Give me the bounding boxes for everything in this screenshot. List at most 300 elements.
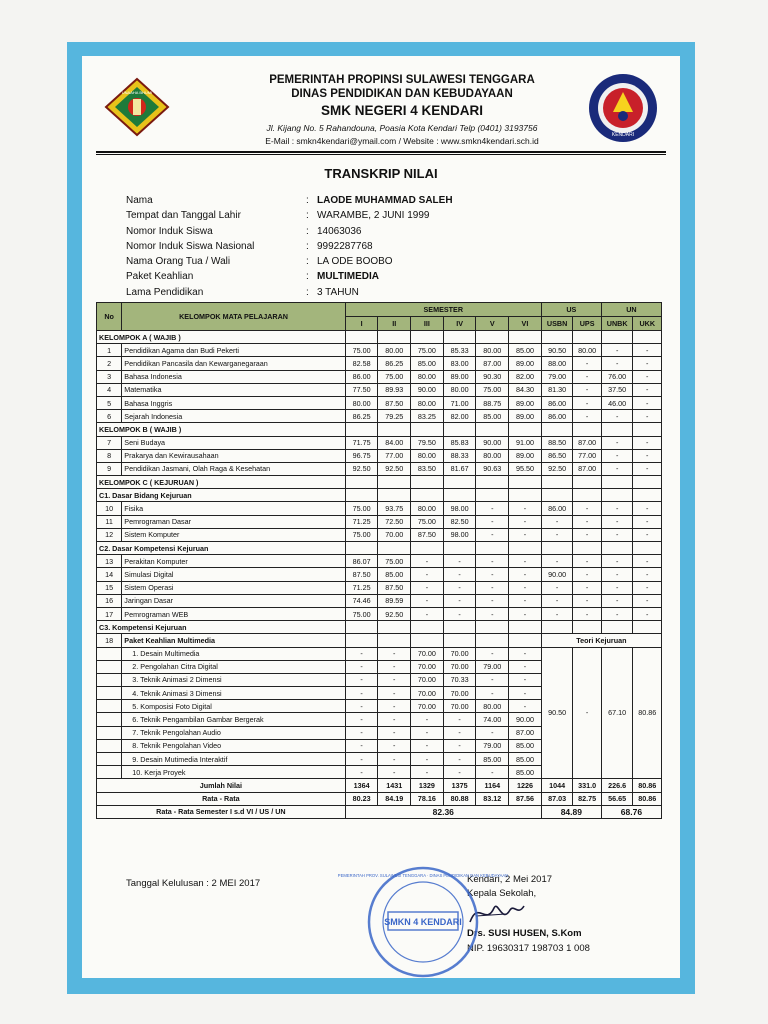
grade-cell: - — [378, 766, 411, 779]
identity-value: WARAMBE, 2 JUNI 1999 — [317, 210, 430, 222]
grade-cell: - — [601, 594, 633, 607]
sign-role: Kepala Sekolah, — [467, 888, 537, 899]
empty-cell — [573, 542, 601, 555]
subject-name: 6. Teknik Pengambilan Gambar Bergerak — [122, 713, 345, 726]
section-label: KELOMPOK A ( WAJIB ) — [97, 331, 346, 344]
grade-cell: 70.00 — [443, 660, 476, 673]
grade-cell: - — [411, 607, 444, 620]
grade-cell: 85.00 — [378, 568, 411, 581]
sign-place-date: Kendari, 2 Mei 2017 — [467, 874, 553, 885]
grade-cell: 86.00 — [541, 410, 573, 423]
empty-cell — [378, 423, 411, 436]
grade-cell: - — [443, 726, 476, 739]
identity-label: Nama — [126, 195, 153, 206]
merged-grade-cell: 67.10 — [601, 647, 633, 779]
identity-label: Nomor Induk Siswa Nasional — [126, 240, 255, 252]
grade-cell: 80.00 — [411, 396, 444, 409]
grade-cell: 92.50 — [345, 462, 378, 475]
summary-cell: 56.65 — [601, 792, 633, 805]
grade-cell: - — [633, 581, 662, 594]
grade-cell: 92.50 — [378, 462, 411, 475]
grade-cell: 37.50 — [601, 383, 633, 396]
identity-colon: : — [306, 240, 309, 252]
grade-cell: 80.00 — [476, 700, 509, 713]
empty-cell — [509, 331, 542, 344]
summary-cell: 84.19 — [378, 792, 411, 805]
subject-name: 3. Teknik Animasi 2 Dimensi — [122, 673, 345, 686]
overall-average-row — [97, 805, 662, 818]
grade-cell: - — [633, 410, 662, 423]
empty-cell — [411, 423, 444, 436]
grade-cell: - — [601, 502, 633, 515]
grade-cell: 88.00 — [541, 357, 573, 370]
school-address: Jl. Kijang No. 5 Rahandouna, Poasia Kota Kendari Telp (0401) 3193756 — [266, 123, 538, 133]
header-sem-col: V — [476, 317, 509, 331]
grade-cell: 80.00 — [411, 370, 444, 383]
subject-name: Bahasa Inggris — [122, 396, 345, 409]
grade-cell: - — [476, 502, 509, 515]
empty-cell — [509, 489, 542, 502]
grade-cell: 70.00 — [411, 687, 444, 700]
grade-cell: - — [633, 502, 662, 515]
grade-cell: 88.75 — [476, 396, 509, 409]
grade-cell: - — [345, 726, 378, 739]
grade-cell: - — [509, 555, 542, 568]
subject-name: 1. Desain Multimedia — [122, 647, 345, 660]
grade-cell: 90.50 — [541, 344, 573, 357]
subject-name: 7. Teknik Pengolahan Audio — [122, 726, 345, 739]
empty-cell — [443, 621, 476, 634]
grade-cell: - — [633, 449, 662, 462]
empty-cell — [541, 476, 573, 489]
identity-label: Nama Orang Tua / Wali — [126, 256, 231, 268]
grade-cell: - — [601, 528, 633, 541]
grade-cell: - — [541, 555, 573, 568]
grade-cell: 98.00 — [443, 528, 476, 541]
grade-cell: - — [573, 383, 601, 396]
section-label: KELOMPOK B ( WAJIB ) — [97, 423, 346, 436]
subject-name: Prakarya dan Kewirausahaan — [122, 449, 345, 462]
empty-cell — [378, 476, 411, 489]
dept-line: DINAS PENDIDIKAN DAN KEBUDAYAAN — [291, 88, 513, 100]
row-number: 2 — [97, 357, 122, 370]
empty-cell — [541, 621, 573, 634]
grade-cell: 70.00 — [378, 528, 411, 541]
grade-cell: 77.00 — [573, 449, 601, 462]
empty-cell — [443, 489, 476, 502]
grade-cell: 89.00 — [509, 449, 542, 462]
grade-cell: - — [633, 515, 662, 528]
identity-colon: : — [306, 195, 309, 206]
grade-cell: - — [476, 528, 509, 541]
grade-cell: - — [633, 396, 662, 409]
section-row — [97, 423, 662, 436]
subject-name: Sistem Operasi — [122, 581, 345, 594]
empty-cell — [633, 489, 662, 502]
grade-cell: - — [573, 581, 601, 594]
header-us-col: UPS — [573, 317, 601, 331]
grade-cell: - — [509, 687, 542, 700]
empty-cell — [573, 331, 601, 344]
grade-cell: - — [345, 766, 378, 779]
subject-name: 5. Komposisi Foto Digital — [122, 700, 345, 713]
table-row — [97, 594, 662, 607]
grade-cell: - — [633, 555, 662, 568]
identity-colon: : — [306, 225, 309, 237]
grade-cell: - — [633, 607, 662, 620]
grade-cell: 86.00 — [345, 370, 378, 383]
grade-cell: 80.00 — [378, 344, 411, 357]
grade-cell: 75.00 — [345, 502, 378, 515]
summary-cell: 78.16 — [411, 792, 444, 805]
grade-cell: 75.00 — [345, 607, 378, 620]
grade-cell: - — [443, 713, 476, 726]
grade-cell: - — [378, 647, 411, 660]
table-row — [97, 357, 662, 370]
section-row — [97, 476, 662, 489]
empty-cell — [509, 423, 542, 436]
grade-cell: - — [541, 581, 573, 594]
grade-cell: - — [378, 713, 411, 726]
grade-cell: 85.33 — [443, 344, 476, 357]
empty-cell — [476, 542, 509, 555]
grade-cell: 89.00 — [509, 410, 542, 423]
grade-cell: - — [443, 753, 476, 766]
grade-cell: 82.00 — [443, 410, 476, 423]
identity-label: Paket Keahlian — [126, 271, 194, 283]
identity-value: 14063036 — [317, 225, 362, 237]
grade-cell: 84.00 — [378, 436, 411, 449]
grade-cell: 80.00 — [443, 383, 476, 396]
empty-cell — [476, 634, 509, 647]
grade-cell: - — [443, 739, 476, 752]
empty-cell — [443, 331, 476, 344]
grade-cell: - — [509, 502, 542, 515]
header-sem-col: III — [411, 317, 444, 331]
subject-name: Pendidikan Pancasila dan Kewarganegaraan — [122, 357, 345, 370]
grade-cell: 87.50 — [378, 396, 411, 409]
grade-cell: 70.00 — [411, 673, 444, 686]
table-row — [97, 634, 662, 647]
empty-cell — [378, 634, 411, 647]
empty-cell — [443, 476, 476, 489]
subject-name: Pemrograman WEB — [122, 607, 345, 620]
row-number: 16 — [97, 594, 122, 607]
empty-cell — [411, 331, 444, 344]
row-number: 9 — [97, 462, 122, 475]
grade-cell: - — [476, 687, 509, 700]
grade-cell: 85.00 — [509, 753, 542, 766]
grade-cell: 71.25 — [345, 515, 378, 528]
grade-cell: - — [601, 581, 633, 594]
empty-cell — [509, 634, 542, 647]
total-row — [97, 779, 662, 792]
empty-cell — [633, 621, 662, 634]
grade-cell: - — [601, 555, 633, 568]
grade-cell: 86.25 — [378, 357, 411, 370]
grade-cell: - — [509, 515, 542, 528]
empty-cell — [633, 423, 662, 436]
grade-cell: - — [345, 739, 378, 752]
grade-cell: 80.00 — [573, 344, 601, 357]
grade-cell: 71.00 — [443, 396, 476, 409]
grade-cell: - — [601, 568, 633, 581]
grade-cell: - — [476, 581, 509, 594]
grade-cell: - — [345, 673, 378, 686]
grade-cell: - — [509, 581, 542, 594]
empty-cell — [601, 423, 633, 436]
grade-cell: 85.00 — [509, 766, 542, 779]
grade-cell: - — [541, 515, 573, 528]
grade-cell: 86.00 — [541, 396, 573, 409]
left-logo-motto: UNAAHA BHUMI — [121, 90, 153, 95]
row-number: 4 — [97, 383, 122, 396]
identity-value: LAODE MUHAMMAD SALEH — [317, 195, 453, 206]
grade-cell: - — [573, 357, 601, 370]
grade-cell: - — [573, 370, 601, 383]
grade-cell: 71.25 — [345, 581, 378, 594]
table-row — [97, 370, 662, 383]
empty-cell — [345, 331, 378, 344]
table-row — [97, 515, 662, 528]
grade-cell: - — [476, 515, 509, 528]
summary-cell: 80.23 — [345, 792, 378, 805]
grade-cell: - — [443, 555, 476, 568]
grade-cell: - — [633, 462, 662, 475]
summary-cell: 87.03 — [541, 792, 573, 805]
empty-cell — [633, 542, 662, 555]
header-un-col: UNBK — [601, 317, 633, 331]
grade-cell: 89.00 — [509, 396, 542, 409]
grade-cell: 95.50 — [509, 462, 542, 475]
empty-cell — [541, 489, 573, 502]
grade-cell: 90.00 — [476, 436, 509, 449]
grade-cell: 89.93 — [378, 383, 411, 396]
empty-cell — [97, 766, 122, 779]
grade-cell: 92.50 — [541, 462, 573, 475]
grade-cell: 93.75 — [378, 502, 411, 515]
grade-cell: 86.00 — [541, 502, 573, 515]
identity-label: Tempat dan Tanggal Lahir — [126, 210, 241, 222]
header-semester: SEMESTER — [345, 303, 541, 317]
grade-cell: 85.00 — [509, 344, 542, 357]
grade-cell: - — [443, 581, 476, 594]
grade-cell: - — [411, 766, 444, 779]
subject-name: 8. Teknik Pengolahan Video — [122, 739, 345, 752]
grade-cell: 46.00 — [601, 396, 633, 409]
grade-cell: 85.00 — [476, 410, 509, 423]
empty-cell — [541, 423, 573, 436]
letterhead-rule-thin — [96, 154, 666, 155]
grade-cell: 84.30 — [509, 383, 542, 396]
summary-cell: 331.0 — [573, 779, 601, 792]
empty-cell — [509, 476, 542, 489]
summary-cell: 1164 — [476, 779, 509, 792]
grade-cell: 80.00 — [345, 396, 378, 409]
grade-cell: - — [345, 713, 378, 726]
grade-cell: 79.00 — [541, 370, 573, 383]
table-row — [97, 410, 662, 423]
grade-cell: - — [476, 766, 509, 779]
grade-cell: 87.00 — [476, 357, 509, 370]
empty-cell — [633, 476, 662, 489]
grade-cell: - — [411, 713, 444, 726]
identity-colon: : — [306, 271, 309, 283]
subject-name: Simulasi Digital — [122, 568, 345, 581]
empty-cell — [345, 476, 378, 489]
grade-cell: - — [509, 700, 542, 713]
subject-name: Pendidikan Jasmani, Olah Raga & Kesehatan — [122, 462, 345, 475]
grade-cell: 86.07 — [345, 555, 378, 568]
header-sem-col: II — [378, 317, 411, 331]
summary-cell: 87.56 — [509, 792, 542, 805]
empty-cell — [443, 634, 476, 647]
grade-cell: - — [573, 528, 601, 541]
summary-cell: 1329 — [411, 779, 444, 792]
grade-cell: - — [345, 647, 378, 660]
section-label: C2. Dasar Kompetensi Kejuruan — [97, 542, 346, 555]
grade-cell: 70.00 — [443, 687, 476, 700]
letterhead-rule-thick — [96, 151, 666, 153]
grade-cell: - — [411, 594, 444, 607]
grade-cell: - — [633, 344, 662, 357]
subject-name: Paket Keahlian Multimedia — [122, 634, 345, 647]
grade-cell: 85.00 — [476, 753, 509, 766]
empty-cell — [573, 489, 601, 502]
grade-cell: 83.00 — [443, 357, 476, 370]
teori-kejuruan-label: Teori Kejuruan — [541, 634, 661, 647]
empty-cell — [443, 542, 476, 555]
empty-cell — [345, 489, 378, 502]
grade-cell: - — [633, 436, 662, 449]
us-average: 84.89 — [541, 805, 601, 818]
grade-cell: - — [633, 370, 662, 383]
row-number: 11 — [97, 515, 122, 528]
empty-cell — [541, 331, 573, 344]
average-row — [97, 792, 662, 805]
grade-cell: 72.50 — [378, 515, 411, 528]
grade-cell: 70.00 — [443, 700, 476, 713]
grades-table — [96, 302, 662, 819]
table-row — [97, 502, 662, 515]
stamp-ring-text: PEMERINTAH PROV. SULAWESI TENGGARA · DINAS PENDIDIKAN DAN KEBUDAYAAN — [337, 873, 509, 878]
grade-cell: - — [476, 647, 509, 660]
grade-cell: - — [573, 607, 601, 620]
grade-cell: 87.00 — [573, 436, 601, 449]
grade-cell: - — [345, 687, 378, 700]
grade-cell: 88.33 — [443, 449, 476, 462]
grade-cell: 96.75 — [345, 449, 378, 462]
header-un: UN — [601, 303, 661, 317]
subject-name: 9. Desain Mutimedia Interaktif — [122, 753, 345, 766]
empty-cell — [97, 739, 122, 752]
summary-cell: 1044 — [541, 779, 573, 792]
row-number: 6 — [97, 410, 122, 423]
grade-cell: - — [443, 594, 476, 607]
grade-cell: 90.00 — [411, 383, 444, 396]
grade-cell: - — [633, 528, 662, 541]
grade-cell: - — [509, 673, 542, 686]
row-number: 10 — [97, 502, 122, 515]
summary-cell: 82.75 — [573, 792, 601, 805]
empty-cell — [345, 542, 378, 555]
subject-name: Pendidikan Agama dan Budi Pekerti — [122, 344, 345, 357]
grade-cell: 74.00 — [476, 713, 509, 726]
table-row — [97, 647, 662, 660]
grade-cell: 85.00 — [411, 357, 444, 370]
grade-cell: 75.00 — [345, 528, 378, 541]
grade-cell: - — [411, 753, 444, 766]
grade-cell: 86.25 — [345, 410, 378, 423]
header-us-col: USBN — [541, 317, 573, 331]
grade-cell: - — [345, 753, 378, 766]
summary-cell: 1226 — [509, 779, 542, 792]
grade-cell: - — [509, 568, 542, 581]
grade-cell: 80.00 — [476, 344, 509, 357]
row-number: 7 — [97, 436, 122, 449]
merged-grade-cell: 90.50 — [541, 647, 573, 779]
header-sem-col: I — [345, 317, 378, 331]
identity-value: MULTIMEDIA — [317, 271, 380, 283]
grade-cell: 89.00 — [509, 357, 542, 370]
empty-cell — [601, 542, 633, 555]
section-label: C3. Kompetensi Kejuruan — [97, 621, 346, 634]
grade-cell: 80.00 — [476, 449, 509, 462]
grade-cell: - — [601, 449, 633, 462]
grade-cell: - — [378, 726, 411, 739]
school-contact: E-Mail : smkn4kendari@ymail.com / Website : www.smkn4kendari.sch.id — [265, 136, 539, 146]
table-row — [97, 396, 662, 409]
summary-cell: 80.86 — [633, 779, 662, 792]
row-number: 5 — [97, 396, 122, 409]
section-row — [97, 621, 662, 634]
empty-cell — [601, 331, 633, 344]
summary-cell: 83.12 — [476, 792, 509, 805]
header-us: US — [541, 303, 601, 317]
empty-cell — [97, 700, 122, 713]
right-logo-label: KENDARI — [611, 132, 635, 138]
grade-cell: 83.25 — [411, 410, 444, 423]
section-row — [97, 542, 662, 555]
empty-cell — [476, 331, 509, 344]
empty-cell — [378, 542, 411, 555]
table-row — [97, 607, 662, 620]
grade-cell: 71.75 — [345, 436, 378, 449]
table-row — [97, 555, 662, 568]
grade-cell: 75.00 — [411, 344, 444, 357]
header-sem-col: VI — [509, 317, 542, 331]
empty-cell — [633, 331, 662, 344]
summary-label: Rata - Rata Semester I s.d VI / US / UN — [97, 805, 346, 818]
subject-name: Fisika — [122, 502, 345, 515]
grade-cell: 75.00 — [476, 383, 509, 396]
summary-cell: 1375 — [443, 779, 476, 792]
grade-cell: - — [378, 700, 411, 713]
empty-cell — [411, 476, 444, 489]
row-number: 14 — [97, 568, 122, 581]
summary-cell: 226.6 — [601, 779, 633, 792]
grade-cell: 92.50 — [378, 607, 411, 620]
grade-cell: - — [509, 607, 542, 620]
subject-name: 4. Teknik Animasi 3 Dimensi — [122, 687, 345, 700]
grade-cell: - — [378, 660, 411, 673]
grade-cell: 81.67 — [443, 462, 476, 475]
grade-cell: 75.00 — [378, 555, 411, 568]
grade-cell: - — [573, 555, 601, 568]
grade-cell: - — [411, 726, 444, 739]
grade-cell: - — [633, 383, 662, 396]
empty-cell — [411, 489, 444, 502]
